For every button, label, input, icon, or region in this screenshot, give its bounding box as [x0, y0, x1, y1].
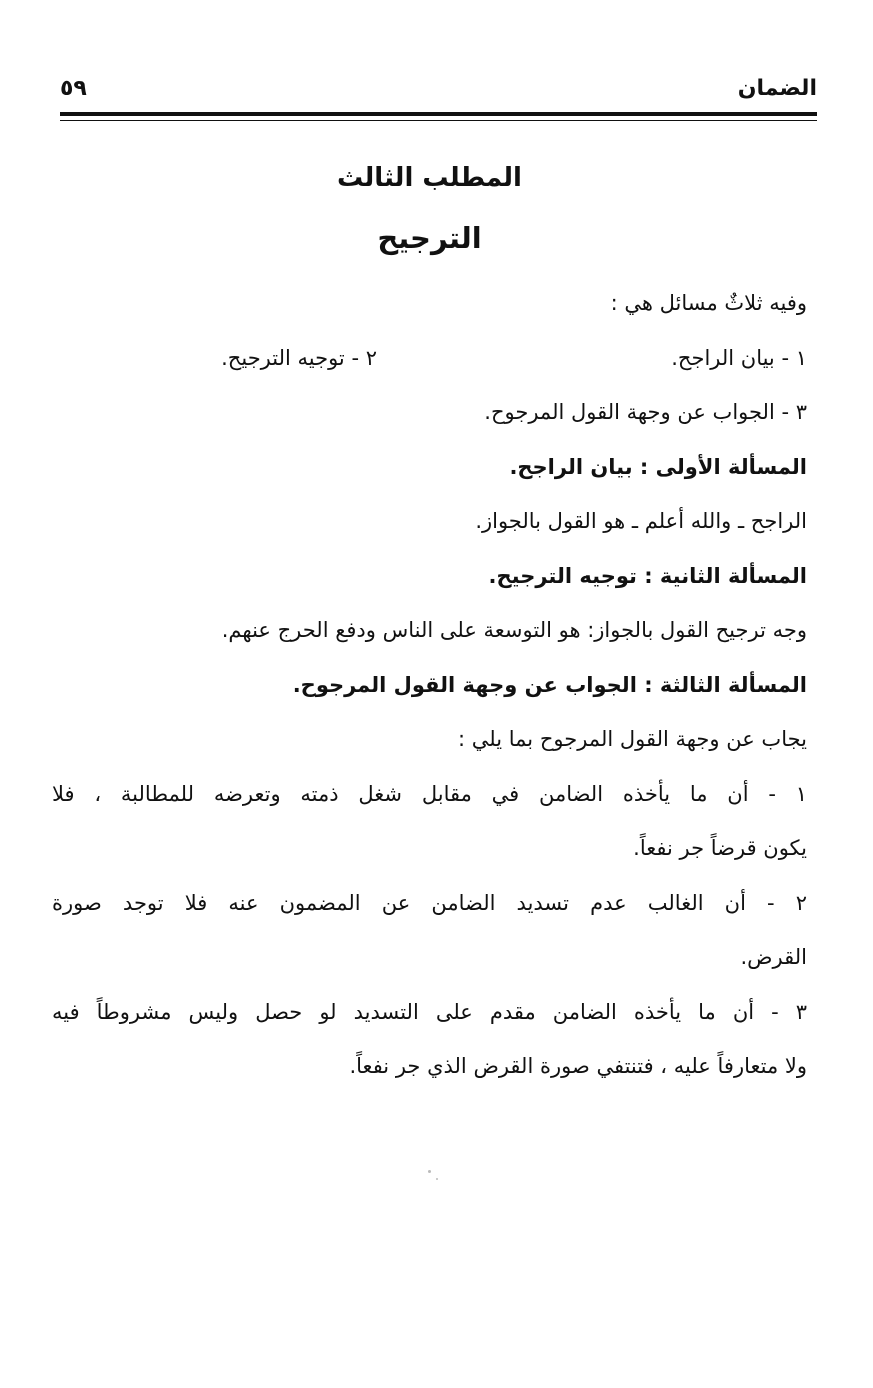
- header-rule-thick: [60, 112, 817, 116]
- issue-1-heading: المسألة الأولى : بيان الراجح.: [509, 454, 807, 479]
- section-subtitle: المطلب الثالث: [337, 163, 522, 193]
- issues-list-item-2: ٢ - توجيه الترجيح.: [221, 345, 377, 370]
- point-1-line-2: يكون قرضاً جر نفعاً.: [633, 836, 807, 860]
- issues-list-row: [52, 331, 807, 386]
- issues-list-item-1: ١ - بيان الراجح.: [671, 345, 807, 370]
- issue-3-heading: المسألة الثالثة : الجواب عن وجهة القول المرجوح.: [292, 672, 807, 697]
- body-text: [52, 150, 807, 1094]
- point-3-line-2: ولا متعارفاً عليه ، فتنتفي صورة القرض الذي جر نفعاً.: [349, 1054, 807, 1078]
- running-header: [60, 70, 817, 110]
- header-rule-thin: [60, 120, 817, 121]
- running-header-title: الضمان: [737, 76, 817, 101]
- issues-list-item-3: ٣ - الجواب عن وجهة القول المرجوح.: [484, 400, 807, 424]
- point-3-line-1: ٣ - أن ما يأخذه الضامن مقدم على التسديد لو حصل وليس مشروطاً فيه: [52, 999, 807, 1024]
- issue-1-text: الراجح ـ والله أعلم ـ هو القول بالجواز.: [475, 509, 807, 533]
- point-1-line-1: ١ - أن ما يأخذه الضامن في مقابل شغل ذمته وتعرضه للمطالبة ، فلا: [52, 781, 807, 806]
- scan-speck: [428, 1170, 431, 1173]
- issue-3-intro: يجاب عن وجهة القول المرجوح بما يلي :: [458, 727, 807, 751]
- page-number: ٥٩: [60, 76, 87, 101]
- point-2-line-1: ٢ - أن الغالب عدم تسديد الضامن عن المضمون عنه فلا توجد صورة: [52, 890, 807, 915]
- section-title: الترجيح: [377, 221, 482, 255]
- intro-line: وفيه ثلاثٌ مسائل هي :: [610, 291, 807, 315]
- point-2-line-2: القرض.: [740, 945, 807, 969]
- scan-speck: [436, 1178, 438, 1180]
- issue-2-heading: المسألة الثانية : توجيه الترجيح.: [488, 563, 807, 588]
- issue-2-text: وجه ترجيح القول بالجواز: هو التوسعة على الناس ودفع الحرج عنهم.: [221, 618, 807, 642]
